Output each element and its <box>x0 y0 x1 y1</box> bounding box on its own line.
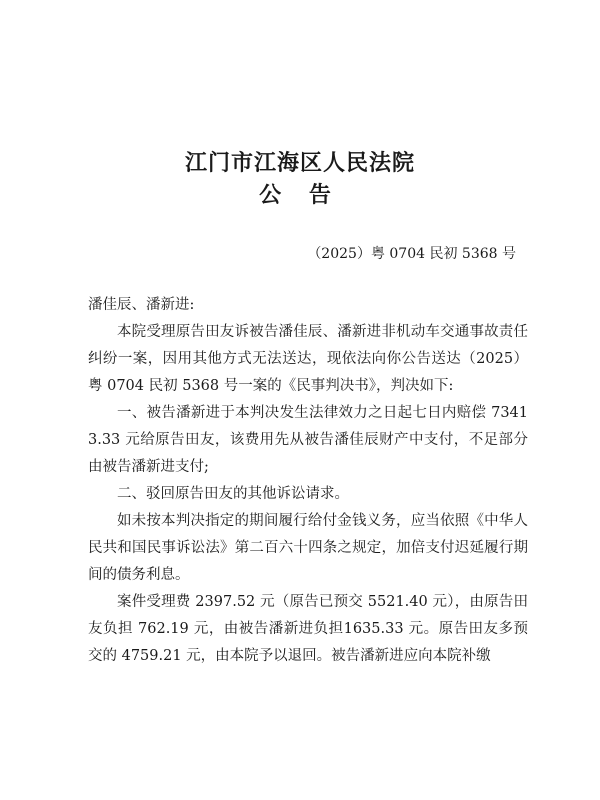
addressee-line: 潘佳辰、潘新进: <box>88 297 195 313</box>
notice-body <box>88 292 528 670</box>
document-type-title: 公 告 <box>259 182 341 208</box>
paragraph-case-intro: 本院受理原告田友诉被告潘佳辰、潘新进非机动车交通事故责任纠纷一案，因用其他方式无法送达，现依法向你公告送达（2025）粤 0704 民初 5368 号一案的《民事判决书》，判决如下: <box>88 324 528 394</box>
paragraph-judgment-item-2: 二、驳回原告田友的其他诉讼请求。 <box>117 486 349 502</box>
case-number: （2025）粤 0704 民初 5368 号 <box>307 246 516 262</box>
paragraph-late-payment-notice: 如未按本判决指定的期间履行给付金钱义务，应当依照《中华人民共和国民事诉讼法》第二百六十四条之规定，加倍支付迟延履行期间的债务利息。 <box>88 513 528 583</box>
paragraph-case-fees: 案件受理费 2397.52 元（原告已预交 5521.40 元），由原告田友负担 762.19 元，由被告潘新进负担1635.33 元。原告田友多预交的 4759.21 元，由本院予以退回。被告潘新进应向本院补缴 <box>88 594 528 664</box>
paragraph-judgment-item-1: 一、被告潘新进于本判决发生法律效力之日起七日内赔偿 73413.33 元给原告田友，该费用先从被告潘佳辰财产中支付，不足部分由被告潘新进支付; <box>88 405 528 475</box>
court-name-title: 江门市江海区人民法院 <box>184 150 415 176</box>
